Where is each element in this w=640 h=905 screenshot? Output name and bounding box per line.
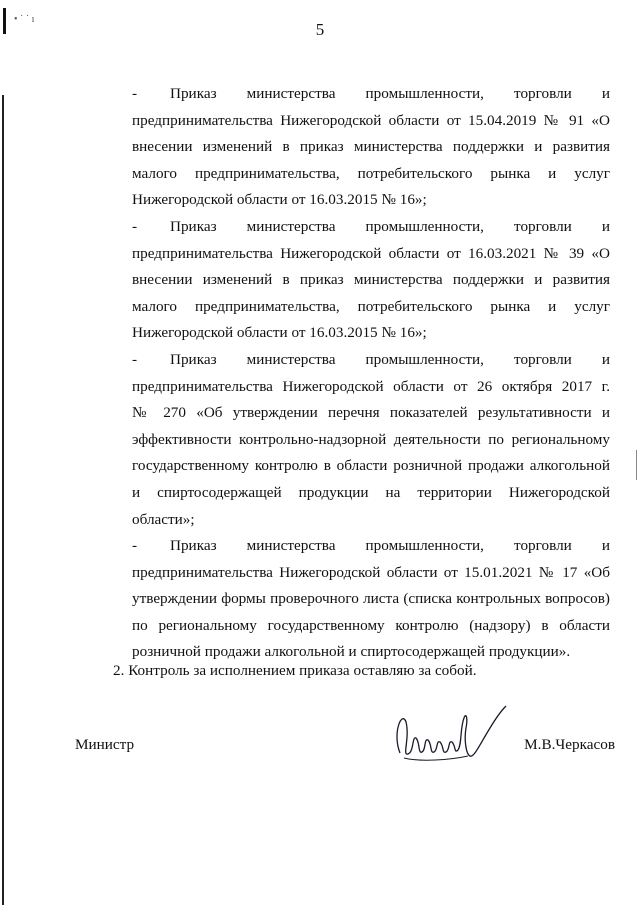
order-item-text: малого предпринимательства, потребительского рынка и услуг <box>132 164 610 182</box>
order-item-text: области»; <box>132 510 195 528</box>
bullet-dash: - <box>132 217 138 235</box>
order-item-first-line <box>132 533 610 560</box>
order-item-line <box>132 427 610 454</box>
order-item-text: предпринимательства Нижегородской области от 16.03.2021 № 39 «О <box>132 244 610 262</box>
handwritten-signature <box>390 698 510 778</box>
order-item-text: Приказ министерства промышленности, торговли и <box>170 350 610 368</box>
order-item-line <box>132 267 610 294</box>
order-item-line <box>132 560 610 587</box>
order-item-text: малого предпринимательства, потребительского рынка и услуг <box>132 297 610 315</box>
order-item-line <box>132 507 610 534</box>
bullet-dash: - <box>132 350 138 368</box>
order-item-line <box>132 400 610 427</box>
order-item <box>132 81 610 214</box>
order-item-first-line <box>132 81 610 108</box>
order-item-text: розничной продажи алкогольной и спиртосодержащей продукции». <box>132 643 571 661</box>
bullet-dash: - <box>132 537 138 555</box>
order-item-line <box>132 586 610 613</box>
order-item <box>132 533 610 666</box>
order-item-line <box>132 161 610 188</box>
numbered-paragraph <box>113 658 613 684</box>
scan-edge-line <box>2 95 4 905</box>
order-item-text: Нижегородской области от 16.03.2015 № 16»; <box>132 324 427 342</box>
order-item-text: предпринимательства Нижегородской области от 15.04.2019 № 91 «О <box>132 111 610 129</box>
scan-edge-line-right <box>636 450 637 480</box>
order-item-first-line <box>132 347 610 374</box>
order-item-line <box>132 294 610 321</box>
order-item-text: Приказ министерства промышленности, торговли и <box>170 85 610 102</box>
order-item-text: предпринимательства Нижегородской области от 26 октября 2017 г. <box>132 377 610 395</box>
order-item-text: № 270 «Об утверждении перечня показателей результативности и <box>132 404 610 422</box>
order-item-text: Приказ министерства промышленности, торговли и <box>170 537 610 555</box>
order-item-line <box>132 187 610 214</box>
order-item <box>132 214 610 347</box>
order-item-line <box>132 480 610 507</box>
order-item-text: предпринимательства Нижегородской области от 15.01.2021 № 17 «Об <box>132 563 610 581</box>
order-item-text: по региональному государственному контролю (надзору) в области <box>132 616 610 634</box>
repealed-orders-list <box>132 81 610 666</box>
signatory-name: М.В.Черкасов <box>524 736 615 753</box>
order-item-first-line <box>132 214 610 241</box>
order-item-text: внесении изменений в приказ министерства поддержки и развития <box>132 271 610 289</box>
order-item-line <box>132 320 610 347</box>
order-item-line <box>132 108 610 135</box>
signature-block <box>75 730 615 770</box>
scan-artifact-dots: • ˙ ˙ ı <box>14 14 35 25</box>
order-item-text: Нижегородской области от 16.03.2015 № 16»; <box>132 191 427 209</box>
order-item-text: утверждении формы проверочного листа (списка контрольных вопросов) <box>132 590 610 608</box>
order-item-text: эффективности контрольно-надзорной деятельности по региональному <box>132 430 610 448</box>
order-item <box>132 347 610 533</box>
order-item-text: государственному контролю в области розничной продажи алкогольной <box>132 457 610 475</box>
order-item-text: внесении изменений в приказ министерства поддержки и развития <box>132 138 610 156</box>
order-item-line <box>132 134 610 161</box>
paragraph-number: 2. <box>113 662 125 679</box>
paragraph-text: Контроль за исполнением приказа оставляю за собой. <box>128 662 477 679</box>
order-item-text: и спиртосодержащей продукции на территории Нижегородской <box>132 483 610 501</box>
order-item-line <box>132 241 610 268</box>
order-item-line <box>132 613 610 640</box>
bullet-dash: - <box>132 85 138 102</box>
signatory-title: Министр <box>75 736 135 753</box>
order-item-text: Приказ министерства промышленности, торговли и <box>170 217 610 235</box>
order-item-line <box>132 453 610 480</box>
page-number: 5 <box>315 20 325 39</box>
order-item-line <box>132 374 610 401</box>
